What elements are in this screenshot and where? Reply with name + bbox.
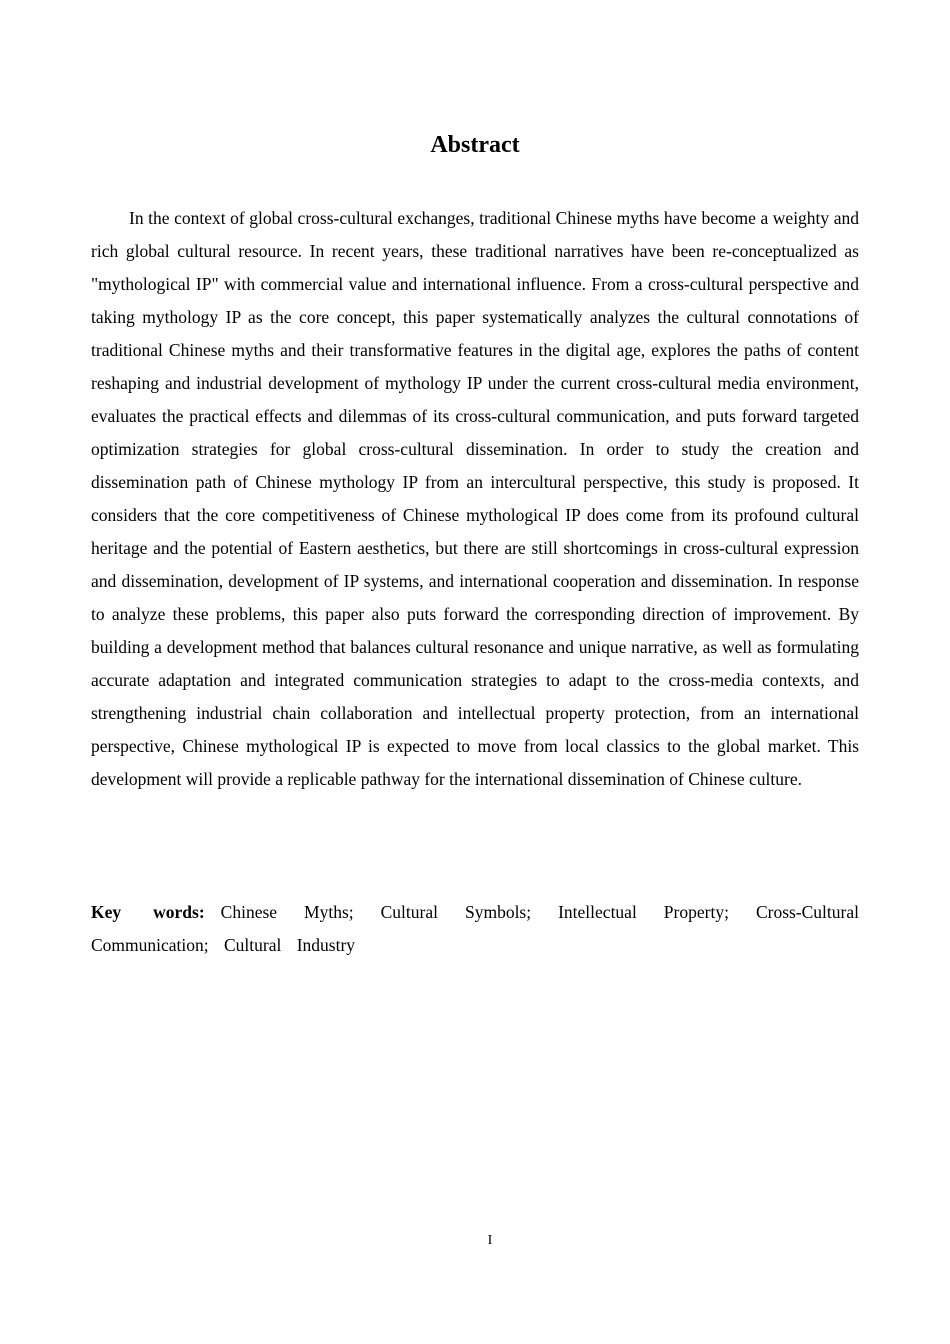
page-number: I — [487, 1233, 493, 1248]
keywords-list: Chinese Myths; Cultural Symbols; Intellectual Property; Cross-Cultural Communication; Cultural Industry — [91, 902, 859, 955]
abstract-title: Abstract — [430, 132, 520, 158]
abstract-paragraph: In the context of global cross-cultural exchanges, traditional Chinese myths have become a weighty and rich global cultural resource. In recent years, these traditional narratives have been re-conceptualized as "mythological IP" with commercial value and international influence. From a cross-cultural perspective and taking mythology IP as the core concept, this paper systematically analyzes the cultural connotations of traditional Chinese myths and their transformative features in the digital age, explores the paths of content reshaping and industrial development of mythology IP under the current cross-cultural media environment, evaluates the practical effects and dilemmas of its cross-cultural communication, and puts forward targeted optimization strategies for global cross-cultural dissemination. In order to study the creation and dissemination path of Chinese mythology IP from an intercultural perspective, this study is proposed. It considers that the core competitiveness of Chinese mythological IP does come from its profound cultural heritage and the potential of Eastern aesthetics, but there are still shortcomings in cross-cultural expression and dissemination, development of IP systems, and international cooperation and dissemination. In response to analyze these problems, this paper also puts forward the corresponding direction of improvement. By building a development method that balances cultural resonance and unique narrative, as well as formulating accurate adaptation and integrated communication strategies to adapt to the cross-media contexts, and strengthening industrial chain collaboration and intellectual property protection, from an international perspective, Chinese mythological IP is expected to move from local classics to the global market. This development will provide a replicable pathway for the international dissemination of Chinese culture. — [91, 208, 859, 789]
keywords-label: Key words: — [91, 902, 205, 922]
keywords-section — [91, 896, 859, 962]
